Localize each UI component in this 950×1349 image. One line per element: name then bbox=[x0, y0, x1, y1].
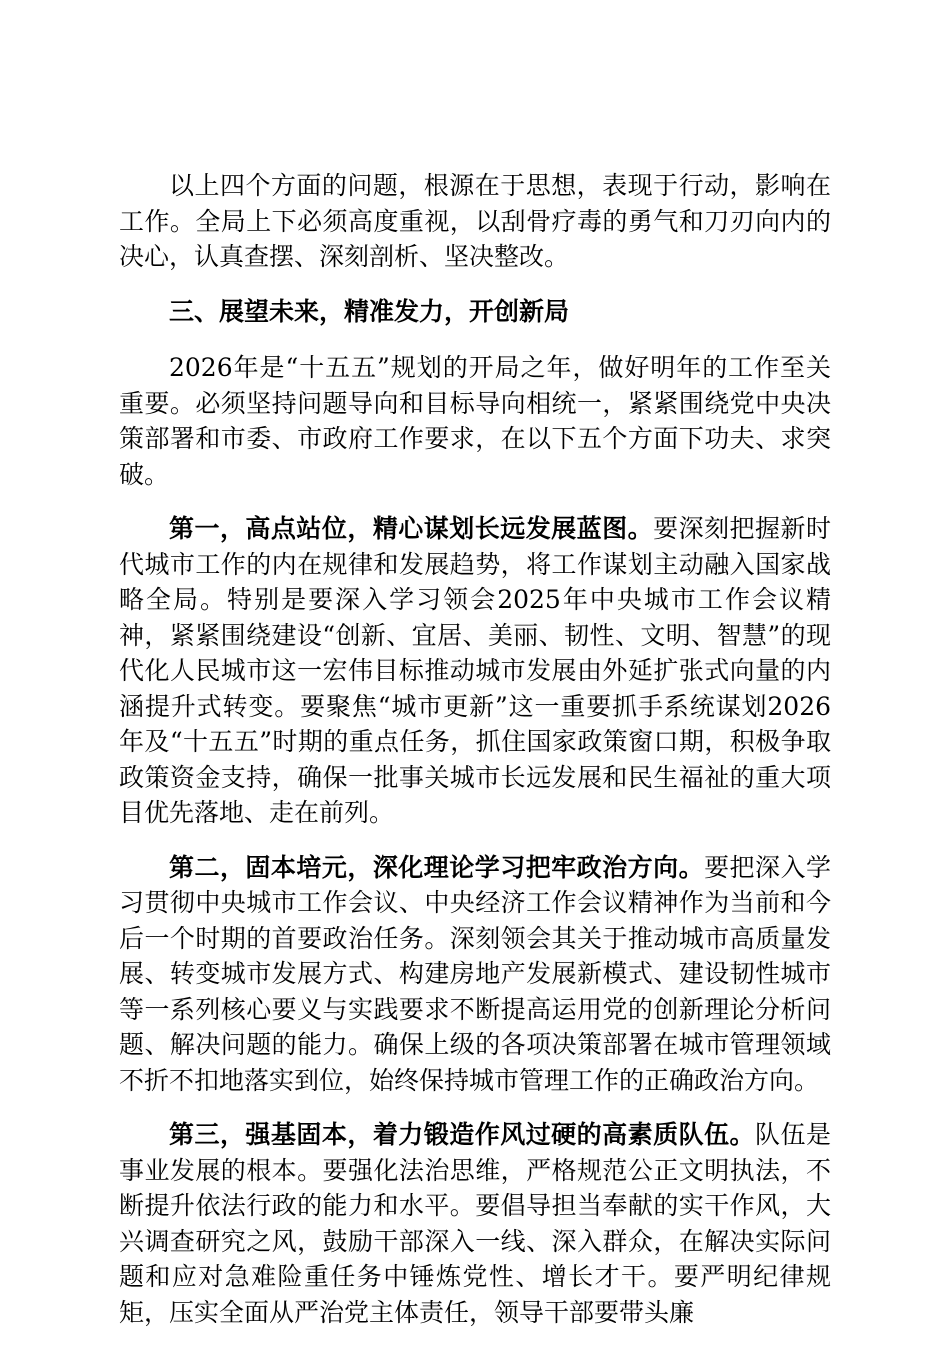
paragraph-text: 要深刻把握新时代城市工作的内在规律和发展趋势，将工作谋划主动融入国家战略全局。特别是要深入学习领会2025年中央城市工作会议精神，紧紧围绕建设“创新、宜居、美丽、韧性、文明、智慧”的现代化人民城市这一宏伟目标推动城市发展由外延扩张式向量的内涵提升式转变。要聚焦“城市更新”这一重要抓手系统谋划2026年及“十五五”时期的重点任务，抓住国家政策窗口期，积极争取政策资金支持，确保一批事关城市长远发展和民生福祉的重大项目优先落地、走在前列。 bbox=[119, 514, 831, 827]
paragraph-intro bbox=[119, 350, 831, 492]
paragraph-text: 以上四个方面的问题，根源在于思想，表现于行动，影响在工作。全局上下必须高度重视，以刮骨疗毒的勇气和刀刃向内的决心，认真查摆、深刻剖析、坚决整改。 bbox=[119, 171, 831, 271]
document-body bbox=[119, 168, 831, 1349]
paragraph-lead: 第二，固本培元，深化理论学习把牢政治方向。 bbox=[169, 852, 705, 882]
section-heading: 三、展望未来，精准发力，开创新局 bbox=[169, 296, 570, 326]
paragraph-summary bbox=[119, 168, 831, 275]
paragraph-point-2 bbox=[119, 850, 831, 1099]
paragraph-point-1 bbox=[119, 511, 831, 831]
paragraph-point-3 bbox=[119, 1117, 831, 1330]
paragraph-text: 要把深入学习贯彻中央城市工作会议、中央经济工作会议精神作为当前和今后一个时期的首要政治任务。深刻领会其关于推动城市高质量发展、转变城市发展方式、构建房地产发展新模式、建设韧性城市等一系列核心要义与实践要求不断提高运用党的创新理论分析问题、解决问题的能力。确保上级的各项决策部署在城市管理领域不折不扣地落实到位，始终保持城市管理工作的正确政治方向。 bbox=[119, 852, 831, 1095]
paragraph-lead: 第三，强基固本，着力锻造作风过硬的高素质队伍。 bbox=[169, 1120, 756, 1149]
paragraph-text: 队伍是事业发展的根本。要强化法治思维，严格规范公正文明执法，不断提升依法行政的能力和水平。要倡导担当奉献的实干作风，大兴调查研究之风，鼓励干部深入一线、深入群众，在解决实际问题和应对急难险重任务中锤炼党性、增长才干。要严明纪律规矩，压实全面从严治党主体责任，领导干部要带头廉 bbox=[119, 1120, 831, 1327]
paragraph-text: 2026年是“十五五”规划的开局之年，做好明年的工作至关重要。必须坚持问题导向和目标导向相统一，紧紧围绕党中央决策部署和市委、市政府工作要求，在以下五个方面下功夫、求突破。 bbox=[119, 353, 831, 489]
paragraph-lead: 第一，高点站位，精心谋划长远发展蓝图。 bbox=[169, 514, 654, 543]
